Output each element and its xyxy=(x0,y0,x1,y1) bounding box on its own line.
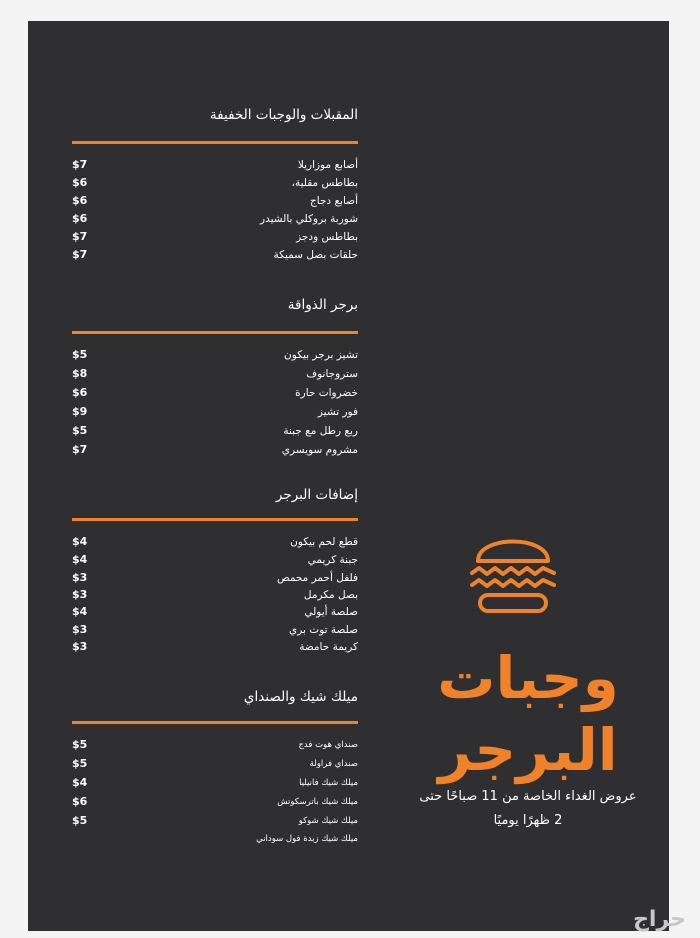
menu-item xyxy=(72,774,358,792)
menu-item xyxy=(72,210,358,228)
item-name: ميلك شيك باترسكوتش xyxy=(277,797,358,807)
menu-item xyxy=(72,569,358,587)
item-name: أصابع دجاج xyxy=(309,195,358,207)
menu-item xyxy=(72,346,358,364)
item-price: $6 xyxy=(72,386,88,399)
item-price: $7 xyxy=(72,230,88,243)
item-price: $7 xyxy=(72,158,88,171)
item-name: قطع لحم بيكون xyxy=(290,536,358,548)
section-divider xyxy=(72,141,358,144)
item-name: مشروم سويسري xyxy=(281,444,358,456)
item-name: بصل مكرمل xyxy=(303,589,358,601)
item-price: $8 xyxy=(72,367,88,380)
item-price: $3 xyxy=(72,571,88,584)
item-name: صلصة توت بري xyxy=(289,624,358,636)
item-name: خضروات حارة xyxy=(295,387,358,399)
menu-page xyxy=(28,21,669,931)
item-price: $5 xyxy=(72,738,88,751)
item-name: صنداي فراولة xyxy=(309,759,358,769)
item-name: ربع رطل مع جبنة xyxy=(283,425,358,437)
hero-tagline-line2: 2 ظهرًا يوميًا xyxy=(493,813,563,828)
item-name: صنداي هوت فدج xyxy=(298,740,358,750)
item-name: ميلك شيك فانيليا xyxy=(299,778,358,788)
section-title: برجر الذواقة xyxy=(287,297,358,313)
item-price: $9 xyxy=(72,405,88,418)
item-name: تشيز برجر بيكون xyxy=(284,349,358,361)
menu-item xyxy=(72,174,358,192)
item-price: $6 xyxy=(72,795,88,808)
item-price: $3 xyxy=(72,640,88,653)
item-price: $5 xyxy=(72,348,88,361)
item-price: $4 xyxy=(72,605,88,618)
menu-item xyxy=(72,228,358,246)
menu-item xyxy=(72,365,358,383)
item-name: حلقات بصل سميكة xyxy=(273,249,358,261)
hero-tagline-line1: عروض الغداء الخاصة من 11 صباحًا حتى xyxy=(419,789,637,804)
menu-item xyxy=(72,533,358,551)
menu-item xyxy=(72,384,358,402)
item-price: $7 xyxy=(72,443,88,456)
section-title: ميلك شيك والصنداي xyxy=(243,689,358,705)
menu-item xyxy=(72,830,358,848)
section-divider xyxy=(72,721,358,724)
watermark-logo: حراج xyxy=(633,907,686,932)
menu-item xyxy=(72,736,358,754)
menu-item xyxy=(72,246,358,264)
hero-block xyxy=(408,641,648,841)
menu-item xyxy=(72,755,358,773)
item-price: $4 xyxy=(72,776,88,789)
item-price: $6 xyxy=(72,212,88,225)
section-milkshakes-sundaes xyxy=(72,689,358,844)
hero-title-line1: وجبات xyxy=(437,644,619,712)
item-name: شوربة بروكلي بالشيدر xyxy=(260,213,358,225)
item-name: بطاطس مقلية، xyxy=(291,177,358,189)
item-price: $3 xyxy=(72,588,88,601)
item-price: $3 xyxy=(72,623,88,636)
menu-item xyxy=(72,793,358,811)
item-name: ستروجانوف xyxy=(306,368,358,380)
menu-item xyxy=(72,812,358,830)
section-divider xyxy=(72,331,358,334)
item-price: $6 xyxy=(72,176,88,189)
section-gourmet-burgers xyxy=(72,297,358,461)
menu-item xyxy=(72,586,358,604)
menu-item xyxy=(72,551,358,569)
item-name: فور تشيز xyxy=(317,406,358,418)
item-price: $4 xyxy=(72,553,88,566)
hero-title-line2: البرجر xyxy=(438,716,618,784)
item-price: $5 xyxy=(72,757,88,770)
item-name: جبنة كريمي xyxy=(307,554,358,566)
item-price: $5 xyxy=(72,814,88,827)
section-divider xyxy=(72,518,358,521)
item-name: ميلك شيك زبدة فول سوداني xyxy=(256,834,358,844)
item-price: $5 xyxy=(72,424,88,437)
menu-item xyxy=(72,422,358,440)
item-name: صلصة أيولي xyxy=(304,606,358,618)
section-appetizers xyxy=(72,107,358,267)
item-name: كريمة حامضة xyxy=(299,641,358,653)
item-name: فلفل أحمر محمص xyxy=(276,572,358,584)
item-name: أصابع موزاريلا xyxy=(297,159,358,171)
section-title: إضافات البرجر xyxy=(275,487,358,503)
section-burger-addons xyxy=(72,487,358,657)
menu-item xyxy=(72,441,358,459)
item-price: $4 xyxy=(72,535,88,548)
menu-item xyxy=(72,638,358,656)
item-price: $7 xyxy=(72,248,88,261)
menu-item xyxy=(72,621,358,639)
item-price: $6 xyxy=(72,194,88,207)
item-name: بطاطس ودجز xyxy=(296,231,358,243)
menu-item xyxy=(72,192,358,210)
menu-item xyxy=(72,603,358,621)
menu-item xyxy=(72,403,358,421)
section-title: المقبلات والوجبات الخفيفة xyxy=(209,107,358,123)
burger-icon xyxy=(468,523,558,617)
menu-item xyxy=(72,156,358,174)
item-name: ميلك شيك شوكو xyxy=(298,816,358,826)
